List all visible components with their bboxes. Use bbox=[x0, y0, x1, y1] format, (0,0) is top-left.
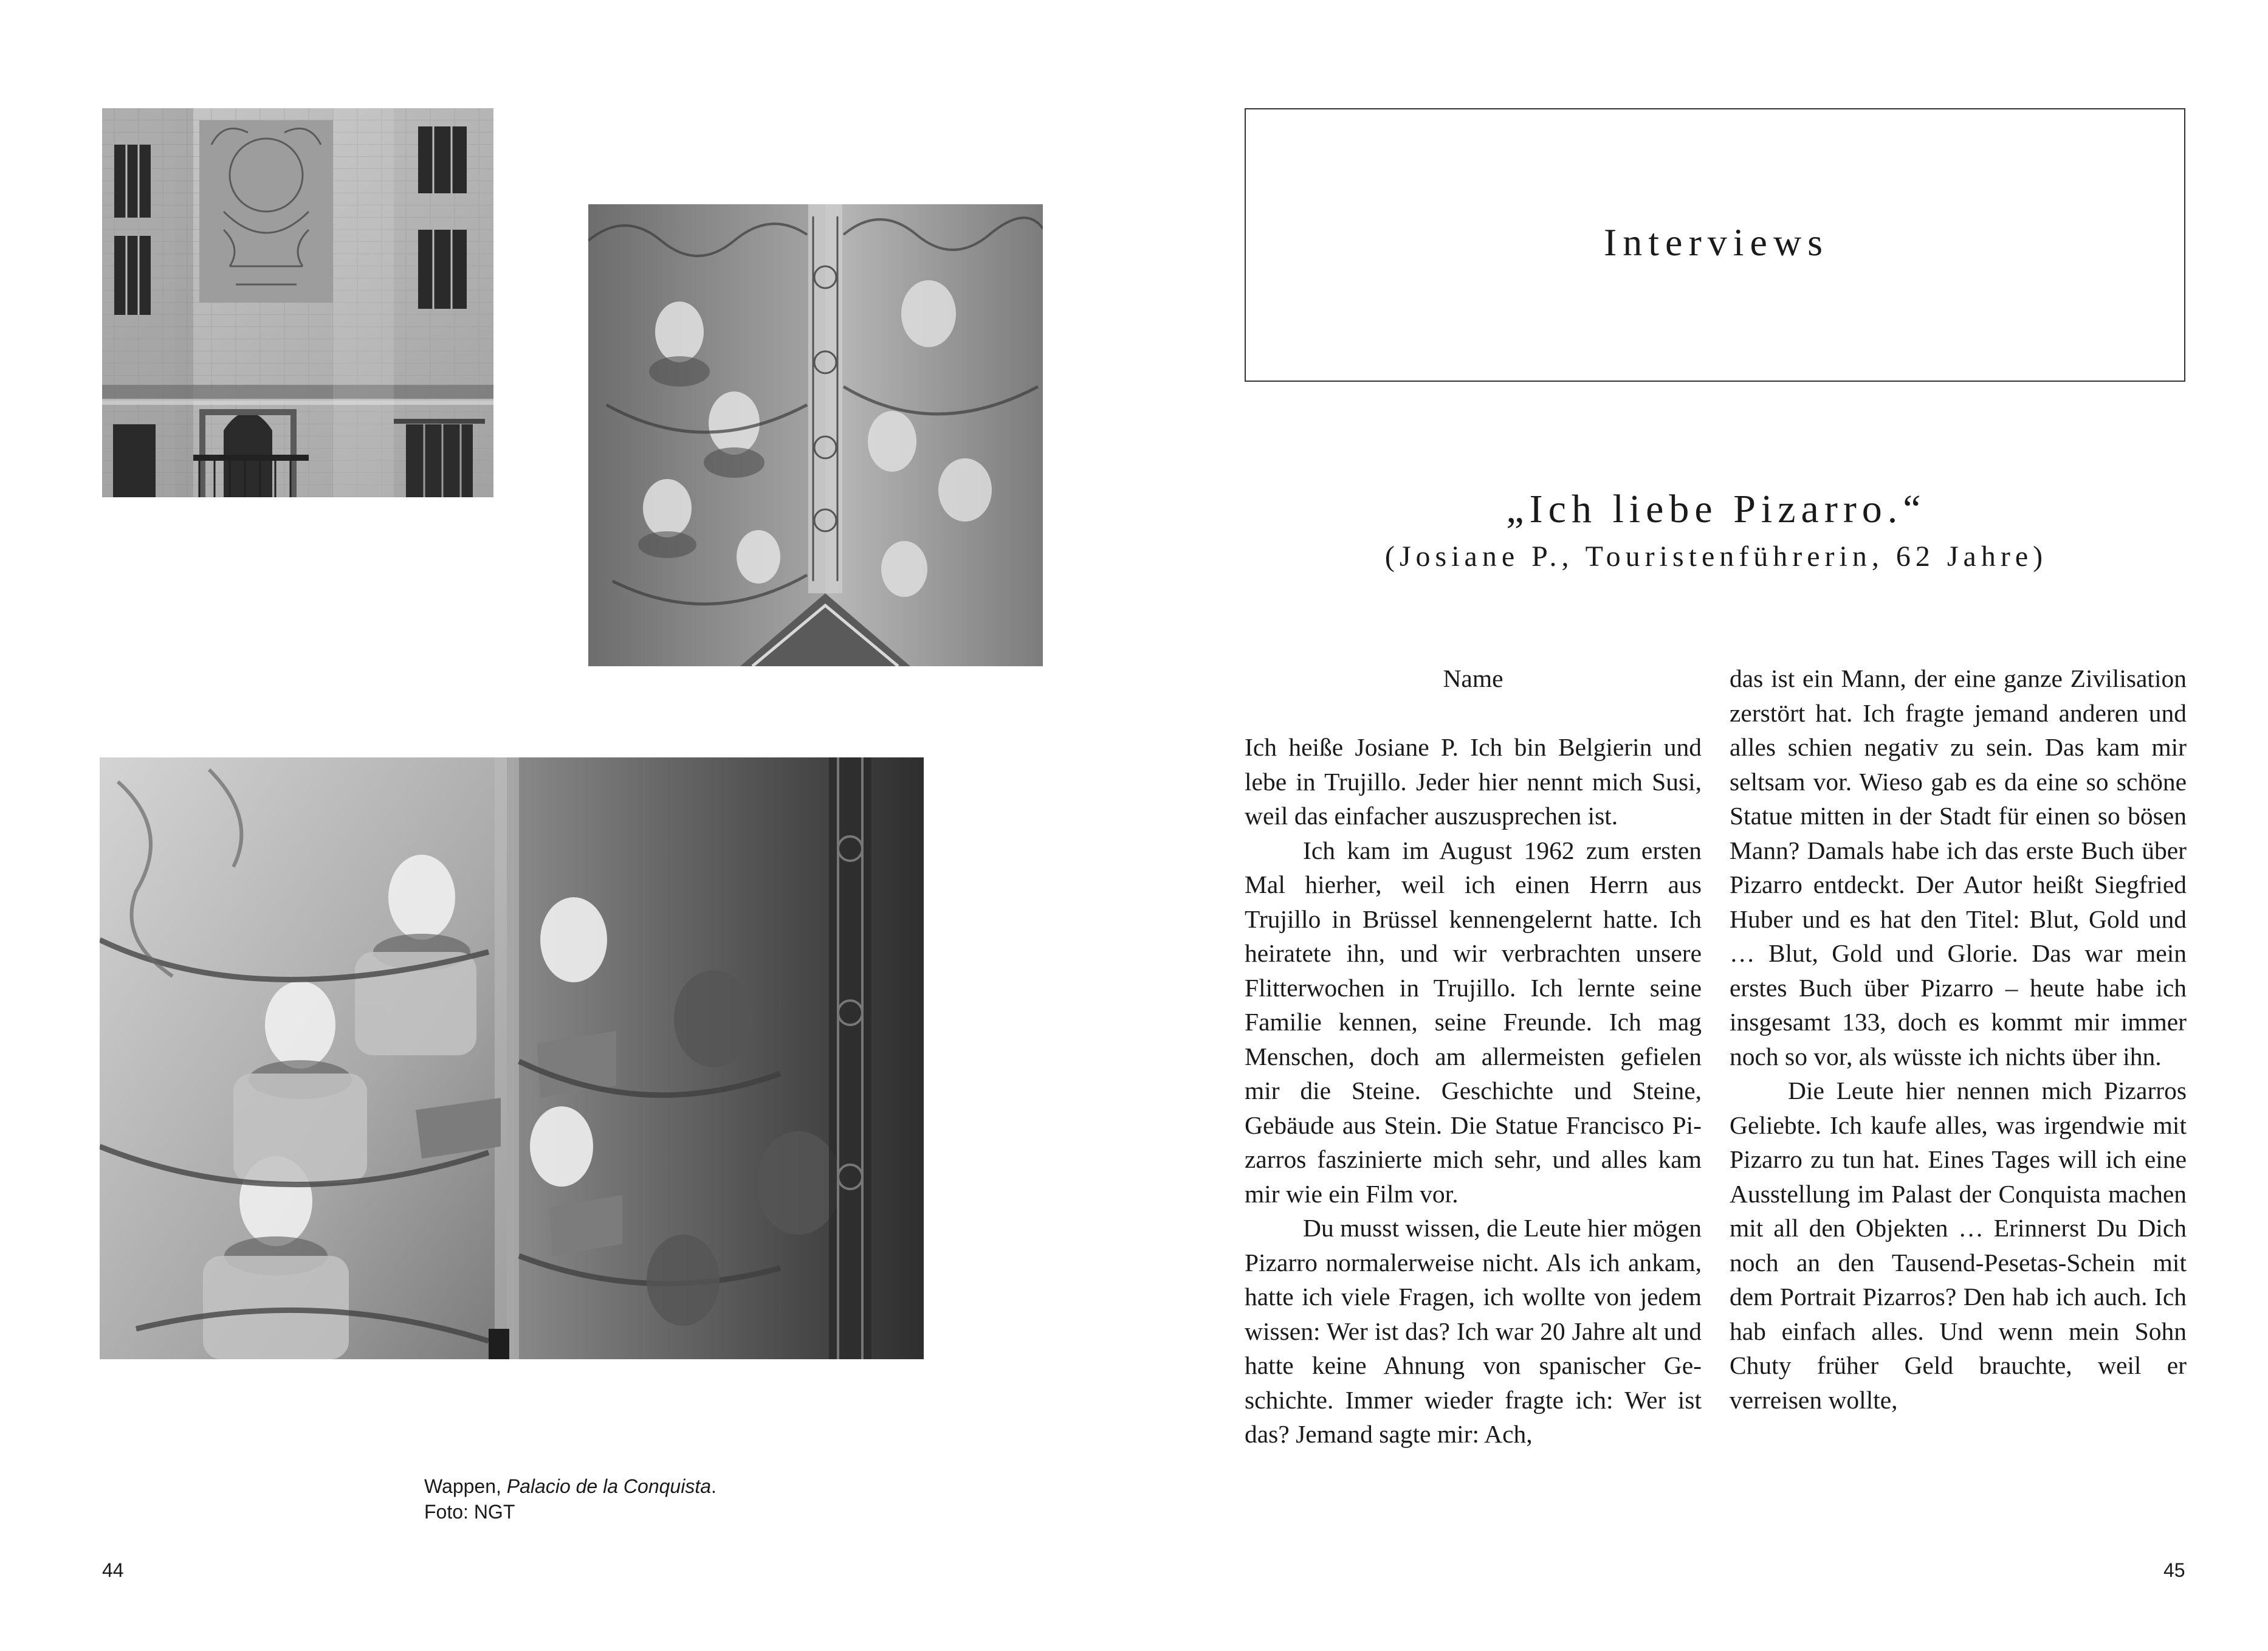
photo-caption bbox=[424, 1473, 850, 1525]
caption-place: Palacio de la Conquista bbox=[506, 1475, 711, 1497]
section-title: Interviews bbox=[1603, 221, 1829, 264]
palace-facade-photo bbox=[102, 108, 493, 497]
paragraph: Ich heiße Josiane P. Ich bin Belgierin und lebe in Trujillo. Jeder hier nennt mich Susi, weil das einfacher auszusprechen ist. bbox=[1245, 733, 1702, 830]
caption-period: . bbox=[711, 1475, 716, 1497]
coat-of-arms-sculpture-photo bbox=[100, 757, 924, 1359]
interview-title: „Ich liebe Pizarro.“ bbox=[1506, 487, 1926, 531]
caption-text: Wappen, bbox=[424, 1475, 507, 1497]
text-column-2 bbox=[1730, 661, 2187, 1417]
page-number-left: 44 bbox=[102, 1559, 124, 1581]
paragraph: Du musst wissen, die Leute hier mögen Pizarro normalerweise nicht. Als ich ankam, hatte ich viele Fragen, ich wollte von jedem wissen: Wer ist das? Ich war 20 Jahre alt und hatte keine Ahnung von spanischer Geschichte. Immer wieder fragte ich: Wer ist das? Jemand sagte mir: Ach, bbox=[1245, 1214, 1702, 1448]
paragraph: das ist ein Mann, der eine ganze Zivilisation zerstört hat. Ich fragte jemand anderen und alles schien negativ zu sein. Das kam mir seltsam vor. Wieso gab es da eine so schöne Statue mitten in der Stadt für einen so bösen Mann? Damals habe ich das erste Buch über Pizarro entdeckt. Der Autor heißt Siegfried Huber und es hat den Titel: Blut, Gold und … Blut, Gold und Glorie. Das war mein erstes Buch über Pizarro – heute habe ich insgesamt 133, doch es kommt mir immer noch so vor, als wüsste ich nichts über ihn. bbox=[1730, 664, 2187, 1070]
paragraph: Die Leute hier nennen mich Pizarros Geliebte. Ich kaufe alles, was irgendwie mit Pizarro zu tun hat. Eines Tages will ich eine Ausstellung im Palast der Conquista machen mit all den Objekten … Erinnerst Du Dich noch an den Tausend-Pesetas-Schein mit dem Portrait Pizarros? Den hab ich auch. Ich hab einfach alles. Und wenn mein Sohn Chuty früher Geld brauchte, weil er verreisen wollte, bbox=[1730, 1077, 2187, 1414]
ornate-corner-photo bbox=[588, 204, 1043, 666]
text-column-1 bbox=[1245, 661, 1702, 1452]
caption-line-1 bbox=[424, 1473, 850, 1499]
caption-credit: Foto: NGT bbox=[424, 1501, 515, 1523]
interviewee-info: (Josiane P., Touristenführerin, 62 Jahre) bbox=[1384, 540, 2048, 573]
page-number-right: 45 bbox=[2163, 1559, 2185, 1581]
paragraph: Ich kam im August 1962 zum ersten Mal hierher, weil ich einen Herrn aus Trujillo in Brüssel kennengelernt hatte. Ich heiratete ihn, und wir verbrachten unsere Flitterwochen in Trujillo. Ich lernte seine Familie kennen, seine Freunde. Ich mag Menschen, doch am allermeisten gefielen mir die Steine. Geschichte und Steine, Gebäude aus Stein. Die Statue Francisco Pizarros faszinierte mich sehr, und alles kam mir wie ein Film vor. bbox=[1245, 836, 1702, 1208]
column-heading: Name bbox=[1443, 664, 1503, 692]
